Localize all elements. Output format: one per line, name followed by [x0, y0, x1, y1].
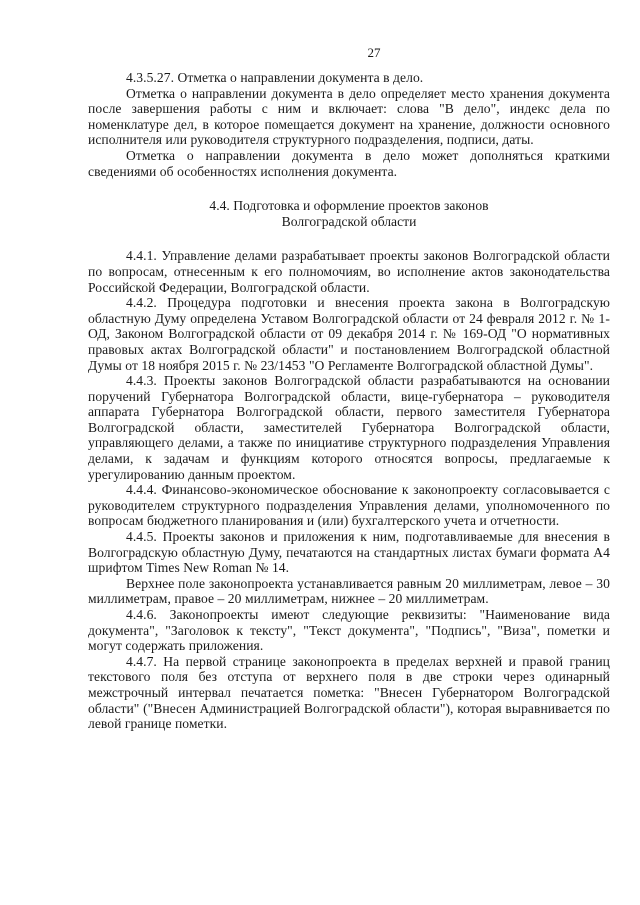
paragraph-4-4-5: 4.4.5. Проекты законов и приложения к ним, подготавливаемые для внесения в Волгоградскую областную Думу, печатаются на стандартных листах бумаги формата А4 шрифтом Times New Roman № 14. — [88, 529, 610, 576]
section-heading-line-2: Волгоградской области — [281, 213, 417, 229]
paragraph-4-4-4: 4.4.4. Финансово-экономическое обоснование к законопроекту согласовывается с руководителем структурного подразделения Управления делами, уполномоченного по вопросам бюджетного планирования и (или) бухгалтерского учета и отчетности. — [88, 482, 610, 529]
paragraph-4-4-7: 4.4.7. На первой странице законопроекта в пределах верхней и правой границ текстового поля без отступа от верхнего поля в две строки через одинарный межстрочный интервал печатается пометка: "Внесен Губернатором Волгоградской области" ("Внесен Администрацией Волгоградской области"), которая выравнивается по левой границе пометки. — [88, 653, 610, 732]
paragraph-archive-mark-supplement: Отметка о направлении документа в дело может дополняться краткими сведениями об особенностях исполнения документа. — [88, 147, 610, 179]
page-number: 27 — [367, 45, 381, 60]
section-heading — [88, 198, 610, 229]
paragraph-margins: Верхнее поле законопроекта устанавливается равным 20 миллиметрам, левое – 30 миллиметрам, правое – 20 миллиметрам, нижнее – 20 миллиметрам. — [88, 575, 610, 607]
section-heading-line-1: 4.4. Подготовка и оформление проектов законов — [209, 198, 489, 214]
paragraph-4-3-5-27: 4.3.5.27. Отметка о направлении документа в дело. — [126, 70, 424, 85]
paragraph-4-4-3: 4.4.3. Проекты законов Волгоградской области разрабатываются на основании поручений Губернатора Волгоградской области, вице-губернатора – руководителя аппарата Губернатора Волгоградской области, первого заместителя Губернатора Волгоградской области, заместителей Губернатора Волгоградской области, управляющего делами, а также по инициативе структурного подразделения Управления делами, к задачам и функциям которого относятся вопросы, предлагаемые к урегулированию данным проектом. — [88, 373, 610, 482]
paragraph-archive-mark-description: Отметка о направлении документа в дело определяет место хранения документа после завершения работы с ним и включает: слова "В дело", индекс дела по номенклатуре дел, в которое помещается документ на хранение, должности основного исполнителя или руководителя структурного подразделения, подписи, даты. — [88, 85, 610, 148]
paragraph-4-4-6: 4.4.6. Законопроекты имеют следующие реквизиты: "Наименование вида документа", "Заголовок к тексту", "Текст документа", "Подпись", "Виза", пометки и могут содержать приложения. — [88, 607, 610, 654]
paragraph-4-4-1: 4.4.1. Управление делами разрабатывает проекты законов Волгоградской области по вопросам, отнесенным к его полномочиям, во исполнение актов законодательства Российской Федерации, Волгоградской области. — [88, 248, 610, 295]
paragraph-4-4-2: 4.4.2. Процедура подготовки и внесения проекта закона в Волгоградскую областную Думу определена Уставом Волгоградской области от 24 февраля 2012 г. № 1-ОД, Законом Волгоградской области от 09 декабря 2014 г. № 169-ОД "О нормативных правовых актах Волгоградской области" и постановлением Волгоградской областной Думы от 18 ноября 2015 г. № 23/1453 "О Регламенте Волгоградской областной Думы". — [88, 295, 610, 373]
